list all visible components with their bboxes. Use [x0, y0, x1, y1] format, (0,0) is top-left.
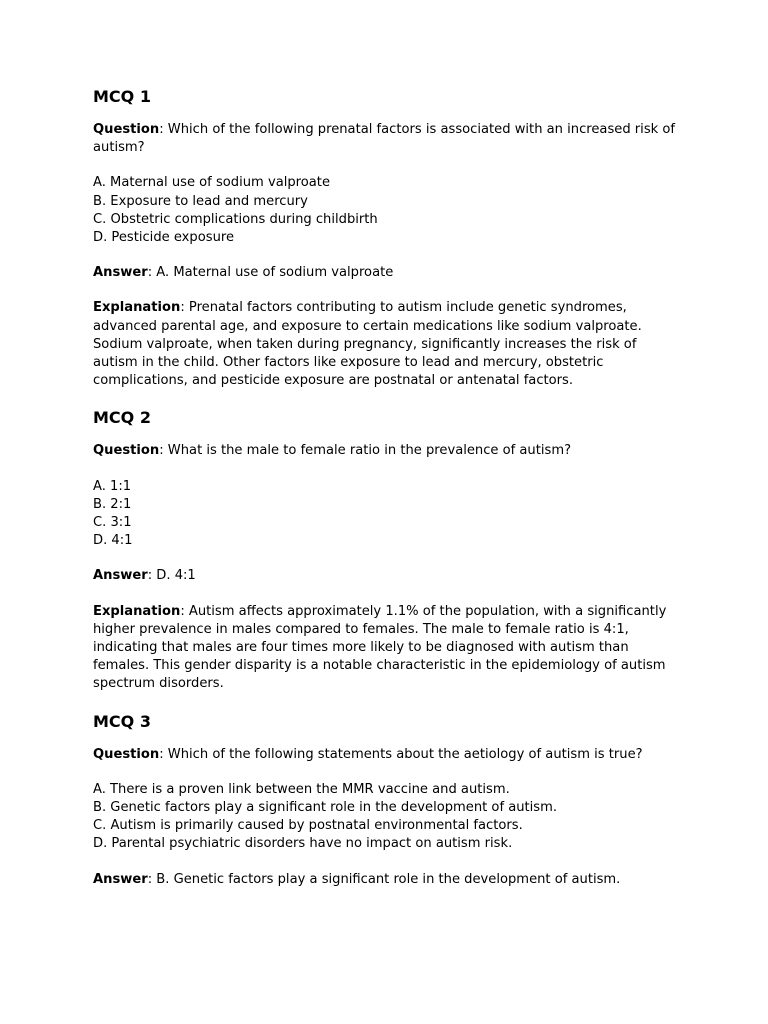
- answer-paragraph: [93, 871, 683, 889]
- explanation-label: Explanation: [93, 300, 181, 316]
- mcq-heading: MCQ 2: [93, 408, 151, 428]
- question-paragraph: [93, 746, 683, 764]
- explanation-text: Prenatal factors contributing to autism include genetic syndromes, advanced parental age, and exposure to certain medications like sodium valproate. Sodium valproate, when taken during pregnancy, significantly increases the risk of autism in the child. Other factors like exposure to lead and mercury, obstetric complications, and pesticide exposure are postnatal or antenatal factors.: [93, 300, 642, 389]
- label-separator: :: [147, 568, 153, 584]
- question-text: What is the male to female ratio in the prevalence of autism?: [167, 443, 572, 459]
- option-c: C. Autism is primarily caused by postnatal environmental factors.: [93, 818, 523, 834]
- option-d: D. 4:1: [93, 533, 133, 549]
- mcq-section-3: [93, 711, 683, 889]
- answer-label: Answer: [93, 265, 148, 281]
- answer-paragraph: [93, 264, 683, 282]
- answer-paragraph: [93, 567, 683, 585]
- question-label: Question: [93, 122, 160, 137]
- option-b: B. 2:1: [93, 496, 132, 512]
- answer-text: D. 4:1: [156, 568, 196, 584]
- document-page: [93, 86, 683, 906]
- label-separator: :: [147, 265, 153, 281]
- label-separator: :: [147, 871, 153, 887]
- answer-label: Answer: [93, 871, 148, 887]
- options-list: [93, 478, 683, 551]
- question-text: Which of the following prenatal factors is associated with an increased risk of autism?: [93, 122, 676, 156]
- label-separator: :: [159, 443, 164, 459]
- options-list: [93, 174, 683, 247]
- answer-label: Answer: [93, 568, 148, 584]
- mcq-section-1: [93, 86, 683, 390]
- mcq-heading: MCQ 3: [93, 711, 151, 731]
- label-separator: :: [159, 122, 164, 137]
- explanation-paragraph: [93, 603, 683, 694]
- mcq-heading: MCQ 1: [93, 87, 151, 106]
- question-label: Question: [93, 746, 160, 762]
- question-paragraph: [93, 442, 683, 460]
- label-separator: :: [159, 746, 164, 762]
- answer-text: A. Maternal use of sodium valproate: [156, 265, 394, 281]
- mcq-section-2: [93, 407, 683, 693]
- option-a: A. Maternal use of sodium valproate: [93, 175, 330, 191]
- explanation-text: Autism affects approximately 1.1% of the population, with a significantly higher prevalence in males compared to females. The male to female ratio is 4:1, indicating that males are four times more likely to be diagnosed with autism than females. This gender disparity is a notable characteristic in the epidemiology of autism spectrum disorders.: [93, 603, 667, 692]
- option-d: D. Parental psychiatric disorders have no impact on autism risk.: [93, 836, 513, 852]
- question-paragraph: [93, 121, 683, 157]
- question-label: Question: [93, 443, 160, 459]
- option-c: C. 3:1: [93, 515, 132, 531]
- label-separator: :: [180, 603, 185, 619]
- option-a: A. 1:1: [93, 478, 132, 494]
- option-d: D. Pesticide exposure: [93, 230, 235, 246]
- question-text: Which of the following statements about the aetiology of autism is true?: [167, 746, 643, 762]
- option-b: B. Genetic factors play a significant role in the development of autism.: [93, 800, 558, 816]
- option-b: B. Exposure to lead and mercury: [93, 193, 308, 209]
- options-list: [93, 781, 683, 854]
- option-c: C. Obstetric complications during childbirth: [93, 211, 378, 227]
- explanation-paragraph: [93, 299, 683, 390]
- label-separator: :: [180, 300, 185, 316]
- answer-text: B. Genetic factors play a significant role in the development of autism.: [156, 871, 621, 887]
- option-a: A. There is a proven link between the MMR vaccine and autism.: [93, 781, 510, 797]
- explanation-label: Explanation: [93, 603, 181, 619]
